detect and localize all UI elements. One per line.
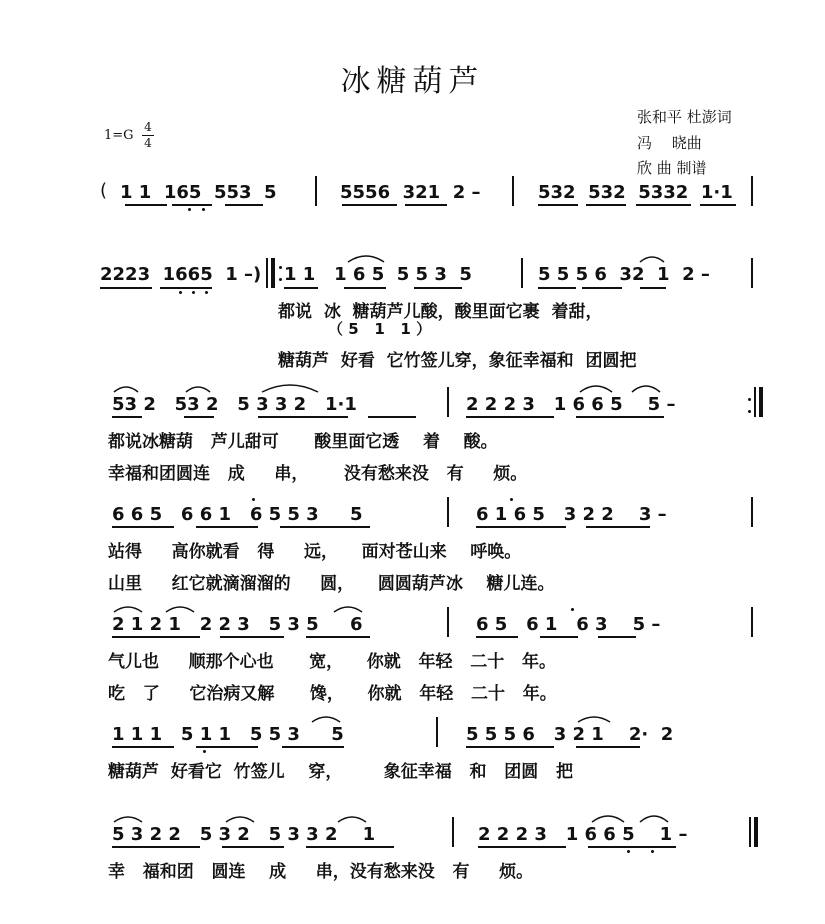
slur bbox=[114, 817, 142, 822]
line6-lyric1: 糖葫芦 好看它 竹签儿 穿， 象征幸福 和 团圆 把 bbox=[108, 762, 574, 782]
line3-measure2: 2 2 2 3 1 6 6 5 5 – bbox=[466, 394, 676, 415]
line5-lyric1: 气儿也 顺那个心也 宽， 你就 年轻 二十 年。 bbox=[108, 652, 557, 672]
line2-insert-notes: （ 5 1 1 ） bbox=[328, 320, 432, 338]
slur bbox=[348, 256, 384, 262]
line4-measure1: 6 6 5 6 6 1 6 5 5 3 5 bbox=[112, 504, 363, 525]
line3-lyric1: 都说冰糖葫 芦儿甜可 酸里面它透 着 酸。 bbox=[108, 432, 498, 452]
line2-measure2: 1 1 1 6 5 5 5 3 5 bbox=[284, 264, 472, 285]
time-signature-top: 4 bbox=[144, 120, 152, 134]
line4-lyric2: 山里 红它就滴溜溜的 圆， 圆圆葫芦冰 糖儿连。 bbox=[108, 574, 555, 594]
key-signature: 1=G bbox=[104, 128, 134, 143]
line5-lyric2: 吃 了 它治病又解 馋， 你就 年轻 二十 年。 bbox=[108, 684, 557, 704]
line6-measure1: 1 1 1 5 1 1 5 5 3 5 bbox=[112, 724, 344, 745]
credit-lyricist: 张和平 杜澎词 bbox=[637, 108, 732, 126]
line1-measure3: 532 532 5332 1·1 bbox=[538, 182, 733, 203]
slur bbox=[312, 717, 340, 722]
line1-measure2: 5556 321 2 – bbox=[340, 182, 481, 203]
slur bbox=[166, 607, 194, 612]
slur bbox=[186, 387, 210, 392]
slur bbox=[334, 607, 362, 612]
line7-measure2: 2 2 2 3 1 6 6 5 1 – bbox=[478, 824, 688, 845]
line5-measure1: 2 1 2 1 2 2 3 5 3 5 6 bbox=[112, 614, 363, 635]
song-title: 冰糖葫芦 bbox=[340, 64, 485, 99]
line4-measure2: 6 1 6 5 3 2 2 3 – bbox=[476, 504, 667, 525]
line4-lyric1: 站得 高你就看 得 远， 面对苍山来 呼唤。 bbox=[108, 542, 522, 562]
credit-engraver: 欣 曲 制谱 bbox=[637, 159, 707, 177]
line3-measure1: 53 2 53 2 5 3 3 2 1·1 bbox=[112, 394, 357, 415]
slur bbox=[226, 817, 254, 822]
slur bbox=[580, 386, 612, 392]
line2-lyric1: 都说 冰 糖葫芦儿酸，酸里面它裹 着甜， bbox=[278, 302, 603, 322]
slur bbox=[114, 607, 142, 612]
slur bbox=[578, 717, 610, 722]
slur bbox=[592, 816, 624, 822]
line7-measure1: 5 3 2 2 5 3 2 5 3 3 2 1 bbox=[112, 824, 376, 845]
slur bbox=[640, 816, 668, 822]
line2-measure3: 5 5 5 6 32 1 2 – bbox=[538, 264, 710, 285]
line1-paren: ( bbox=[100, 180, 108, 201]
line3-lyric2: 幸福和团圆连 成 串， 没有愁来没 有 烦。 bbox=[108, 464, 528, 484]
line7-lyric1: 幸 福和团 圆连 成 串，没有愁来没 有 烦。 bbox=[108, 862, 534, 882]
line5-measure2: 6 5 6 1 6 3 5 – bbox=[476, 614, 661, 635]
slur bbox=[640, 257, 664, 262]
line2-measure1: 2223 1665 1 –) bbox=[100, 264, 262, 285]
slur bbox=[632, 386, 660, 392]
time-signature-bottom: 4 bbox=[144, 136, 152, 150]
line6-measure2: 5 5 5 6 3 2 1 2· 2 bbox=[466, 724, 674, 745]
slur bbox=[114, 387, 138, 392]
line2-lyric2: 糖葫芦 好看 它竹签儿穿，象征幸福和 团圆把 bbox=[278, 351, 637, 371]
credit-composer: 冯 晓曲 bbox=[637, 134, 702, 152]
slur bbox=[338, 817, 366, 822]
slur bbox=[262, 385, 318, 392]
line1-measure1: 1 1 165 553 5 bbox=[120, 182, 277, 203]
